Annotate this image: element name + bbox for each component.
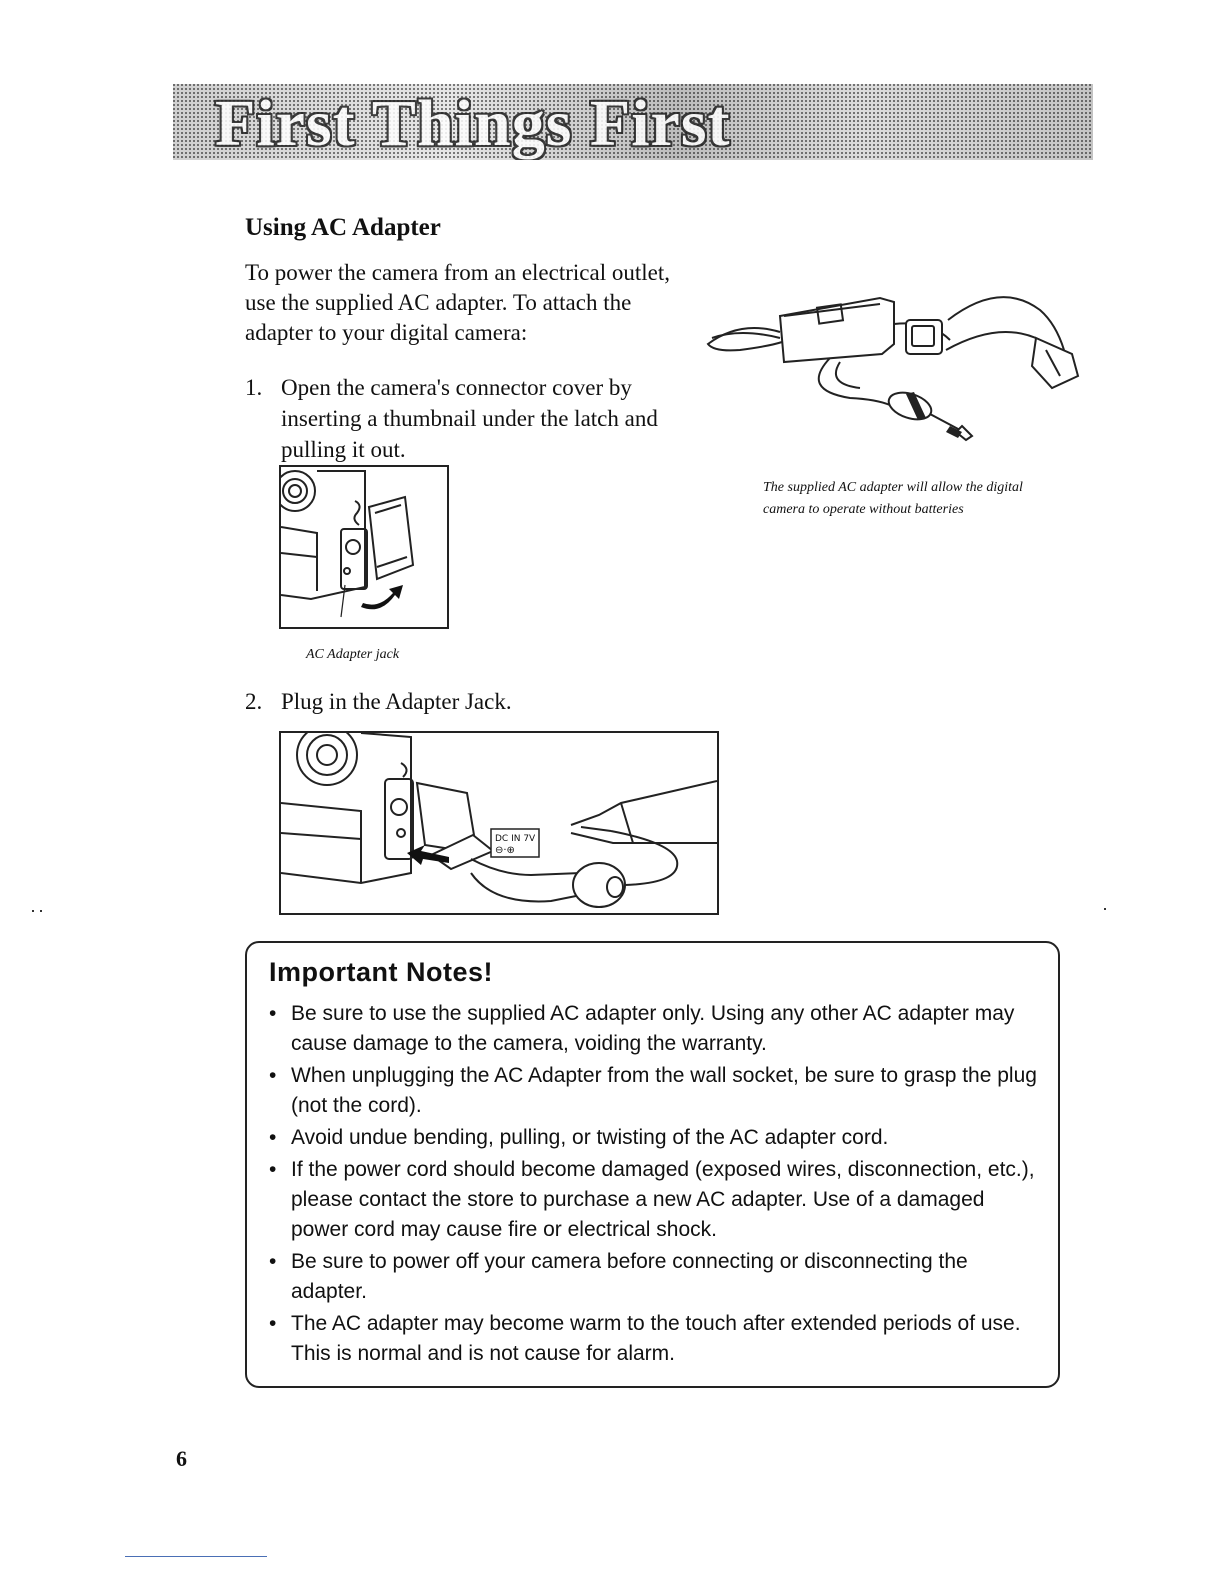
bullet-icon: • <box>269 1250 277 1273</box>
note-text: The AC adapter may become warm to the touch after extended periods of use. This is normal and is not cause for alarm. <box>291 1312 1021 1365</box>
page-title: First Things First <box>215 87 731 160</box>
step-text: Open the camera's connector cover by inserting a thumbnail under the latch and pulling it out. <box>281 375 658 462</box>
note-item <box>269 1061 1039 1121</box>
note-text: Be sure to power off your camera before connecting or disconnecting the adapter. <box>291 1250 968 1303</box>
step-2 <box>245 686 705 718</box>
note-text: Avoid undue bending, pulling, or twisting of the AC adapter cord. <box>291 1126 889 1149</box>
page-number: 6 <box>176 1446 187 1471</box>
svg-text:⊖·⊕: ⊖·⊕ <box>495 845 515 856</box>
camera-side-icon <box>281 467 447 627</box>
note-item <box>269 1247 1039 1307</box>
note-item <box>269 1155 1039 1245</box>
notes-title: Important Notes! <box>269 957 493 987</box>
footer-rule <box>125 1556 267 1557</box>
note-item <box>269 1123 1039 1153</box>
ac-adapter-illustration <box>700 280 1100 450</box>
intro-paragraph: To power the camera from an electrical outlet, use the supplied AC adapter. To attach the adapter to your digital camera: <box>245 260 670 345</box>
note-text: When unplugging the AC Adapter from the wall socket, be sure to grasp the plug (not the cord). <box>291 1064 1037 1117</box>
step-text: Plug in the Adapter Jack. <box>281 689 512 714</box>
note-item <box>269 999 1039 1059</box>
connector-cover-illustration <box>279 465 449 629</box>
note-item <box>269 1309 1039 1369</box>
step-number: 2. <box>245 689 263 714</box>
plug-in-illustration <box>279 731 719 915</box>
ac-adapter-icon <box>700 280 1100 450</box>
bullet-icon: • <box>269 1126 277 1149</box>
note-text: Be sure to use the supplied AC adapter only. Using any other AC adapter may cause damage to the camera, voiding the warranty. <box>291 1002 1015 1055</box>
jack-caption: AC Adapter jack <box>306 647 400 662</box>
scan-speck <box>32 910 34 912</box>
step-number: 1. <box>245 375 263 400</box>
adapter-caption: The supplied AC adapter will allow the digital camera to operate without batteries <box>763 480 1023 517</box>
section-heading: Using AC Adapter <box>245 214 441 241</box>
note-text: If the power cord should become damaged (exposed wires, disconnection, etc.), please contact the store to purchase a new AC adapter. Use of a damaged power cord may cause fire or electrical shock. <box>291 1158 1035 1241</box>
notes-list <box>269 999 1039 1371</box>
scan-speck <box>1104 908 1106 910</box>
bullet-icon: • <box>269 1064 277 1087</box>
scan-speck <box>40 910 42 912</box>
bullet-icon: • <box>269 1002 277 1025</box>
camera-plug-icon <box>281 733 717 913</box>
important-notes-box <box>245 941 1060 1388</box>
bullet-icon: • <box>269 1158 277 1181</box>
step-1 <box>245 372 705 472</box>
header-banner <box>173 84 1093 160</box>
dc-in-label: DC IN 7V <box>495 834 536 844</box>
bullet-icon: • <box>269 1312 277 1335</box>
